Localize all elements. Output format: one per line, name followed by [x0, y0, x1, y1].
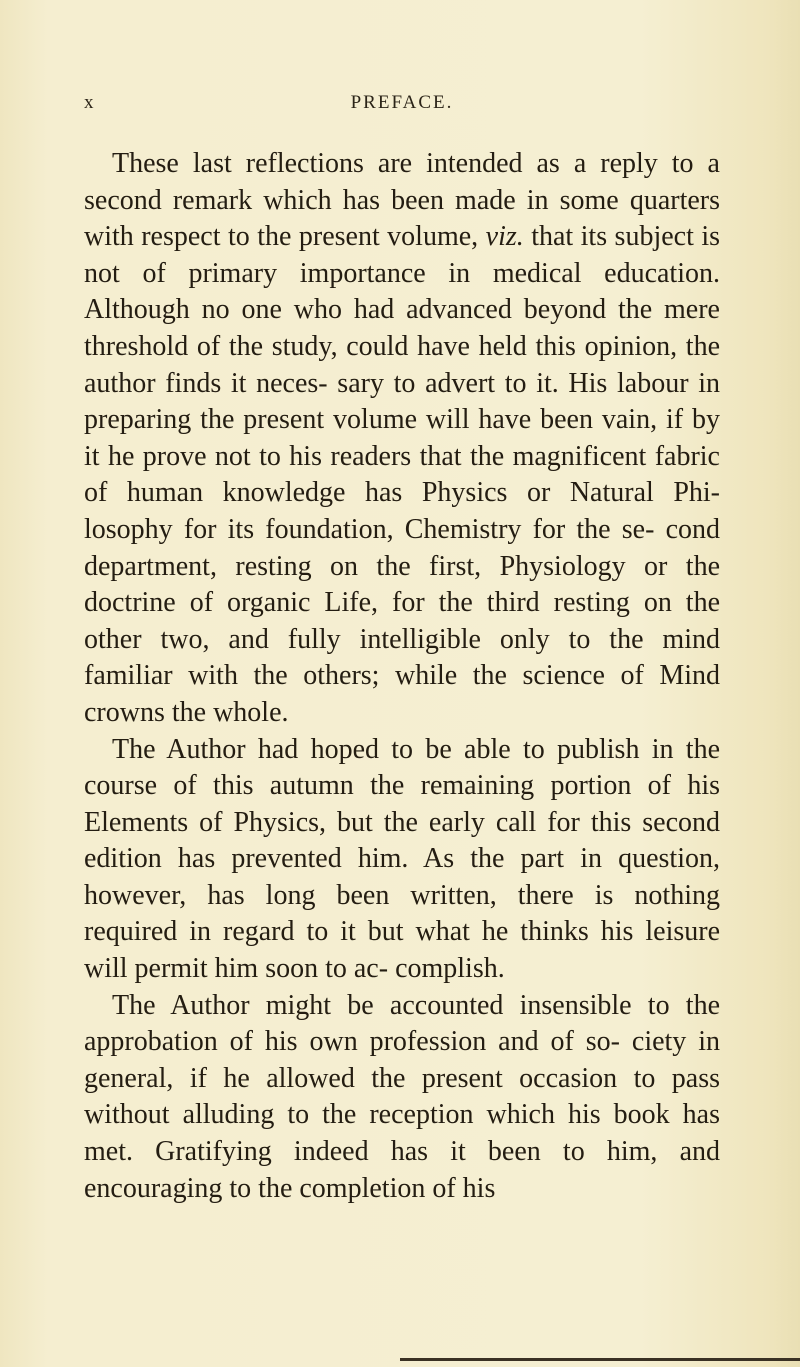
paragraph-1	[84, 146, 720, 732]
page-header	[84, 92, 720, 122]
paragraph-2: The Author had hoped to be able to publish in the course of this autumn the remaining portion of his Elements of Physics, but the early call for this second edition has prevented him. As the part in question, however, has long been written, there is nothing required in regard to it but what he thinks his leisure will permit him soon to ac- complish.	[84, 733, 720, 985]
body-text	[84, 146, 720, 1207]
bottom-edge-rule	[400, 1358, 800, 1361]
paragraph-3: The Author might be accounted insensible to the approbation of his own profession and of so- ciety in general, if he allowed the present occasion to pass without alluding to the reception which his book has met. Gratifying indeed has it been to him, and encouraging to the completion of his	[84, 989, 720, 1204]
running-head: PREFACE.	[350, 92, 454, 113]
paragraph-1-italic: viz.	[485, 221, 524, 253]
page-number: x	[84, 92, 95, 113]
paragraph-1-text-b: that its subject is not of primary importance in medical education. Although no one who had advanced beyond the mere threshold of the study, could have held this opinion, the author finds it neces- sary to advert to it. His labour in preparing the present volume will have been vain, if by it he prove not to his readers that the magnificent fabric of human knowledge has Physics or Natural Phi- losophy for its foundation, Chemistry for the se- cond department, resting on the first, Physiology or the doctrine of organic Life, for the third resting on the other two, and fully intelligible only to the mind familiar with the others; while the science of Mind crowns the whole.	[84, 221, 721, 728]
paragraph-1-text-a: These last reflections are intended as a reply to a second remark which has been made in some quarters with respect to the present volume,	[84, 148, 720, 253]
